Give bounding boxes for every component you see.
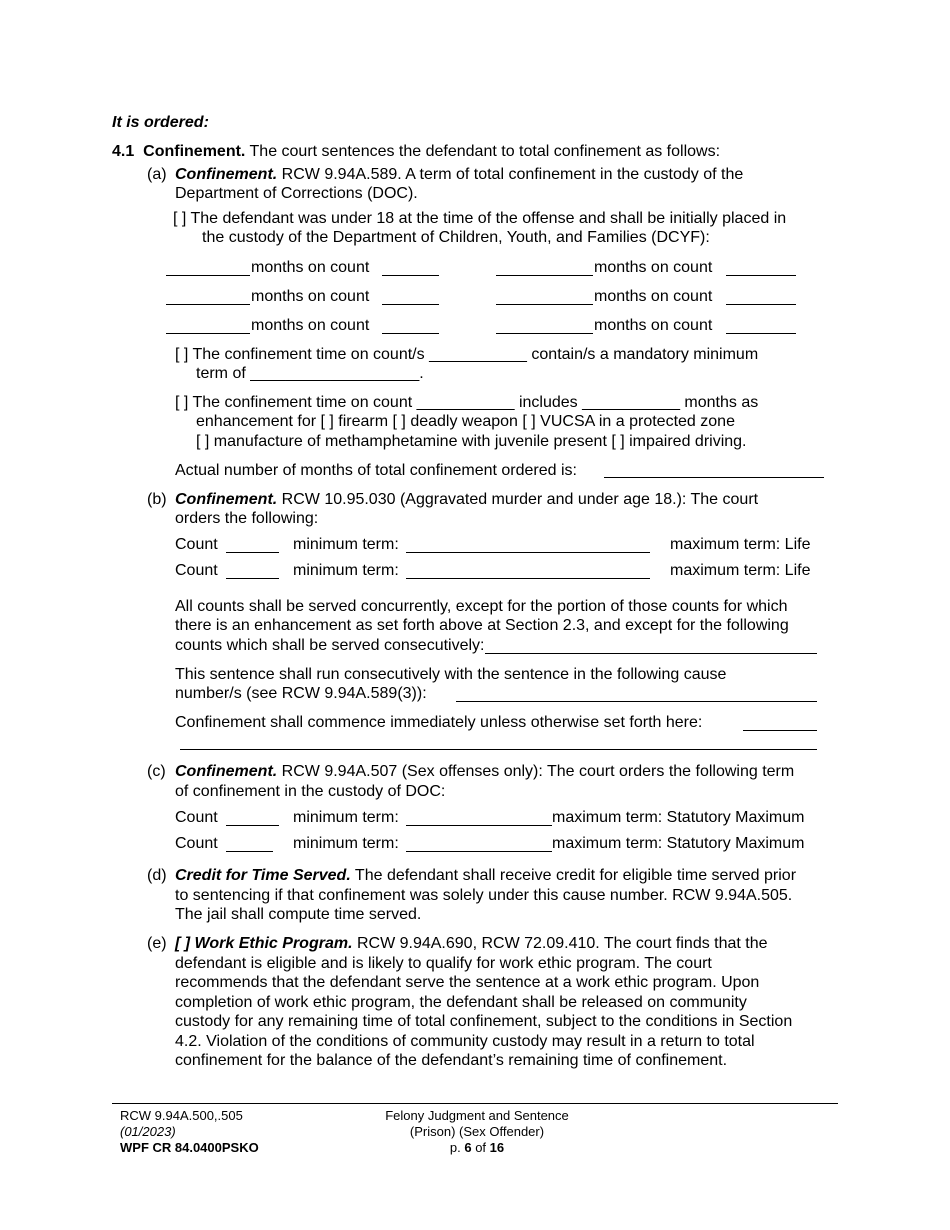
max-term-life: maximum term: Life xyxy=(670,562,811,579)
footer-title2: (Prison) (Sex Offender) xyxy=(409,1124,545,1139)
commence-label: Confinement shall commence immediately unless otherwise set forth here: xyxy=(175,714,703,731)
item-b-title: Confinement. xyxy=(175,491,278,508)
item-b-line2: orders the following: xyxy=(175,510,319,527)
actual-months-blank[interactable] xyxy=(604,477,824,478)
item-e-text: RCW 9.94A.690, RCW 72.09.410. The court finds that the xyxy=(352,935,768,952)
enhancement-line3[interactable]: [ ] manufacture of methamphetamine with juvenile present [ ] impaired driving. xyxy=(196,433,747,450)
footer-date: (01/2023) xyxy=(120,1124,176,1139)
footer-title1: Felony Judgment and Sentence xyxy=(385,1108,569,1123)
page-total: 16 xyxy=(489,1140,505,1155)
consecutive-cause-line2: number/s (see RCW 9.94A.589(3)): xyxy=(175,685,427,702)
work-ethic-checkbox-title[interactable]: [ ] Work Ethic Program. xyxy=(175,935,353,952)
item-d-text: The defendant shall receive credit for eligible time served prior xyxy=(350,867,797,884)
item-d-line3: The jail shall compute time served. xyxy=(175,906,422,923)
min-term-blank[interactable] xyxy=(406,552,650,553)
count-blank[interactable] xyxy=(726,333,796,334)
item-a-line1 xyxy=(175,165,743,185)
consecutive-counts-blank[interactable] xyxy=(485,653,817,654)
commence-blank[interactable] xyxy=(743,730,817,731)
item-a-label: (a) xyxy=(147,166,167,183)
months-label: months on count xyxy=(251,317,370,334)
item-d-line1 xyxy=(175,866,796,886)
item-e-line4: completion of work ethic program, the defendant shall be released on community xyxy=(175,994,747,1011)
cause-number-blank[interactable] xyxy=(456,701,817,702)
months-blank[interactable] xyxy=(166,333,250,334)
item-d-label: (d) xyxy=(147,867,167,884)
footer-form-number: WPF CR 84.0400PSKO xyxy=(120,1140,259,1155)
under18-checkbox-line1[interactable]: [ ] The defendant was under 18 at the time of the offense and shall be initially placed in xyxy=(173,210,787,227)
months-label: months on count xyxy=(594,317,713,334)
count-blank[interactable] xyxy=(382,275,439,276)
mandatory-min-line1[interactable]: [ ] The confinement time on count/s ___________ contain/s a mandatory minimum xyxy=(175,346,759,363)
item-e-line3: recommends that the defendant serve the sentence at a work ethic program. Upon xyxy=(175,974,760,991)
count-blank[interactable] xyxy=(226,851,273,852)
item-d-title: Credit for Time Served. xyxy=(175,867,351,884)
actual-months-label: Actual number of months of total confinement ordered is: xyxy=(175,462,577,479)
mandatory-min-line2: term of ___________________. xyxy=(196,365,424,382)
item-c-title: Confinement. xyxy=(175,763,278,780)
count-blank[interactable] xyxy=(726,304,796,305)
count-label: Count xyxy=(175,562,218,579)
page-prefix: p. xyxy=(449,1140,465,1155)
footer-page xyxy=(377,1140,577,1156)
months-blank[interactable] xyxy=(496,333,593,334)
min-term-label: minimum term: xyxy=(293,562,399,579)
item-e-line6: 4.2. Violation of the conditions of community custody may result in a return to total xyxy=(175,1033,755,1050)
page-number: 6 xyxy=(464,1140,472,1155)
item-e-label: (e) xyxy=(147,935,167,952)
enhancement-line1[interactable]: [ ] The confinement time on count ___________ includes ___________ months as xyxy=(175,394,759,411)
concurrent-line1: All counts shall be served concurrently, except for the portion of those counts for which xyxy=(175,598,788,615)
item-e-line1 xyxy=(175,934,768,954)
count-blank[interactable] xyxy=(382,333,439,334)
min-term-blank[interactable] xyxy=(406,578,650,579)
count-label: Count xyxy=(175,835,218,852)
months-blank[interactable] xyxy=(496,304,593,305)
item-e-line5: custody for any remaining time of total confinement, subject to the conditions in Section xyxy=(175,1013,793,1030)
page-of: of xyxy=(471,1140,490,1155)
item-c-line1 xyxy=(175,762,794,782)
count-blank[interactable] xyxy=(382,304,439,305)
concurrent-line2: there is an enhancement as set forth above at Section 2.3, and except for the following xyxy=(175,617,789,634)
months-blank[interactable] xyxy=(166,304,250,305)
months-label: months on count xyxy=(251,259,370,276)
footer-rcw: RCW 9.94A.500,.505 xyxy=(120,1108,243,1123)
count-blank[interactable] xyxy=(226,552,279,553)
item-a-text: RCW 9.94A.589. A term of total confinement in the custody of the xyxy=(277,166,744,183)
concurrent-line3: counts which shall be served consecutively: xyxy=(175,637,485,654)
ordered-heading: It is ordered: xyxy=(112,114,209,131)
item-a-line2: Department of Corrections (DOC). xyxy=(175,185,418,202)
months-blank[interactable] xyxy=(496,275,593,276)
months-label: months on count xyxy=(251,288,370,305)
enhancement-line2[interactable]: enhancement for [ ] firearm [ ] deadly weapon [ ] VUCSA in a protected zone xyxy=(196,413,735,430)
item-e-line2: defendant is eligible and is likely to qualify for work ethic program. The court xyxy=(175,955,712,972)
min-term-label: minimum term: xyxy=(293,809,399,826)
item-b-label: (b) xyxy=(147,491,167,508)
item-c-label: (c) xyxy=(147,763,166,780)
under18-line2: the custody of the Department of Children, Youth, and Families (DCYF): xyxy=(202,229,710,246)
commence-blank-line2[interactable] xyxy=(180,749,817,750)
item-c-text: RCW 9.94A.507 (Sex offenses only): The court orders the following term xyxy=(277,763,795,780)
months-label: months on count xyxy=(594,288,713,305)
section-number: 4.1 xyxy=(112,143,135,160)
min-term-label: minimum term: xyxy=(293,536,399,553)
item-e-line7: confinement for the balance of the defendant’s remaining time of confinement. xyxy=(175,1052,728,1069)
item-d-line2: to sentencing if that confinement was solely under this cause number. RCW 9.94A.505. xyxy=(175,887,793,904)
item-b-line1 xyxy=(175,490,758,510)
count-blank[interactable] xyxy=(226,578,279,579)
footer-rule xyxy=(112,1103,838,1104)
count-blank[interactable] xyxy=(726,275,796,276)
count-label: Count xyxy=(175,536,218,553)
section-text: The court sentences the defendant to total confinement as follows: xyxy=(245,143,721,160)
item-a-title: Confinement. xyxy=(175,166,278,183)
months-blank[interactable] xyxy=(166,275,250,276)
months-label: months on count xyxy=(594,259,713,276)
item-c-line2: of confinement in the custody of DOC: xyxy=(175,783,446,800)
count-label: Count xyxy=(175,809,218,826)
min-term-label: minimum term: xyxy=(293,835,399,852)
consecutive-cause-line1: This sentence shall run consecutively with the sentence in the following cause xyxy=(175,666,727,683)
max-term-statutory: maximum term: Statutory Maximum xyxy=(552,809,805,826)
max-term-statutory: maximum term: Statutory Maximum xyxy=(552,835,805,852)
item-b-text: RCW 10.95.030 (Aggravated murder and under age 18.): The court xyxy=(277,491,759,508)
min-term-blank[interactable] xyxy=(406,825,552,826)
section-4-1 xyxy=(112,142,720,162)
count-blank[interactable] xyxy=(226,825,279,826)
min-term-blank[interactable] xyxy=(406,851,552,852)
max-term-life: maximum term: Life xyxy=(670,536,811,553)
section-title: Confinement. xyxy=(143,143,246,160)
